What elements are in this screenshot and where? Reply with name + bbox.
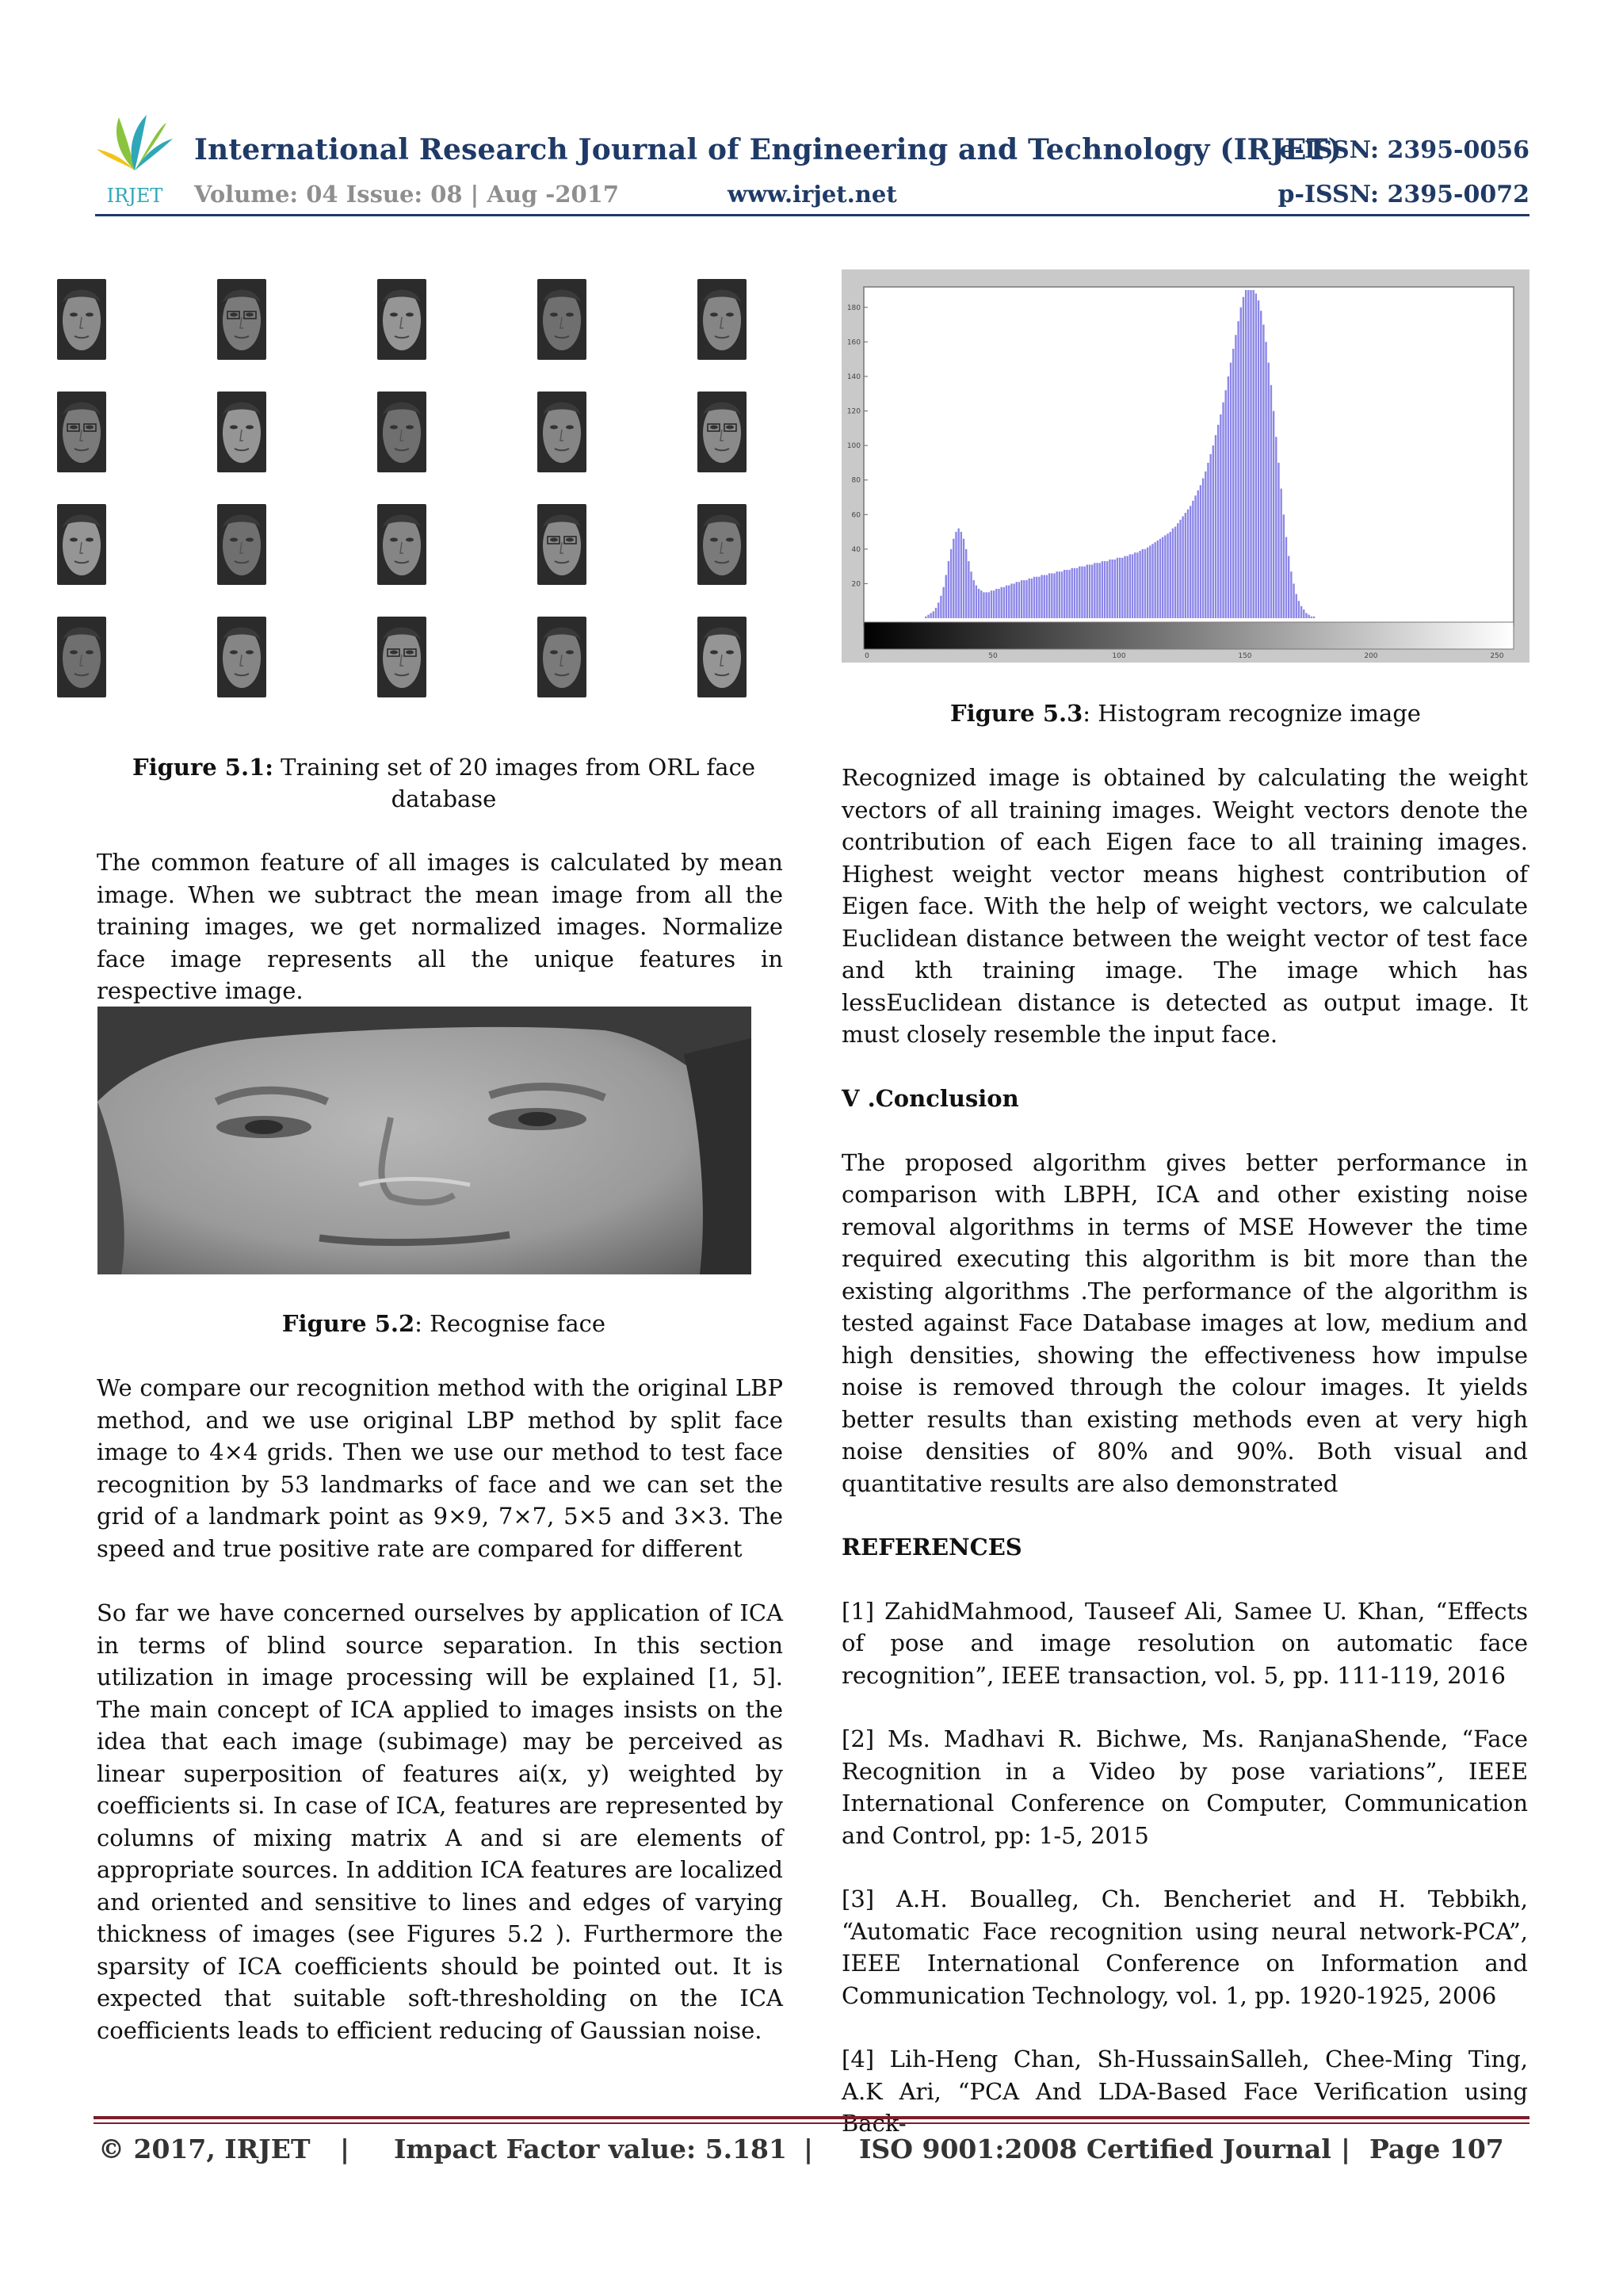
histogram-bar	[1303, 609, 1304, 618]
figure-5-3-text: : Histogram recognize image	[1083, 700, 1421, 727]
histogram-bar	[1290, 571, 1292, 618]
p-issn: p-ISSN: 2395-0072	[1277, 181, 1529, 208]
histogram-bar	[1296, 594, 1297, 618]
histogram-bar	[1308, 615, 1309, 618]
training-face-thumbnail	[537, 504, 586, 585]
footer-page-number: Page 107	[1369, 2134, 1504, 2164]
histogram-bar	[1225, 390, 1227, 618]
training-face-thumbnail	[377, 279, 426, 360]
histogram-bar	[1139, 551, 1140, 618]
histogram-bar	[1228, 376, 1229, 618]
histogram-bar	[942, 587, 944, 618]
reference-3: [3] A.H. Boualleg, Ch. Bencheriet and H. Tebbikh, “Automatic Face recognition using neural network-PCA”, IEEE International Conference on Information and Communication Technology, vol. 1, pp. 1920-1925, 2006	[842, 1885, 1528, 2009]
irjet-logo	[95, 111, 174, 210]
histogram-bar	[1187, 510, 1189, 618]
histogram-bar	[1245, 290, 1247, 618]
histogram-bar	[1298, 601, 1300, 618]
histogram-bar	[1106, 561, 1108, 618]
references-heading: REFERENCES	[842, 1534, 1022, 1561]
histogram-bar	[1074, 568, 1075, 618]
histogram-bar	[1109, 560, 1110, 618]
histogram-bar	[1111, 560, 1113, 618]
histogram-bar	[1081, 567, 1083, 618]
histogram-bar	[1029, 579, 1030, 618]
histogram-bar	[1164, 535, 1166, 618]
x-axis-ticks	[865, 652, 1504, 660]
histogram-bar	[1096, 563, 1098, 618]
figure-5-1-label: Figure 5.1:	[132, 754, 273, 781]
y-tick-label: 20	[851, 580, 861, 589]
histogram-bar	[1247, 290, 1249, 618]
histogram-bar	[1079, 567, 1080, 618]
histogram-bar	[1134, 552, 1136, 618]
histogram-bar	[1127, 556, 1128, 618]
header-rule	[95, 214, 1529, 216]
body-text: So far we have concerned ourselves by application of ICA in terms of blind source separation. In this section utilization in image processing will be explained [1, 5]. The main concept of ICA applied to images insists on the idea that each image (subimage) may be perceived as linear superposition of features ai(x, y) weighted by coefficients si. In case of ICA, features are represented by columns of mixing matrix A and si are elements of appropriate sources. In addition ICA features are localized and oriented and sensitive to lines and edges of varying thickness of images (see Figures 5.2 ). Furthermore the sparsity of ICA coefficients should be pointed out. It is expected that suitable soft-thresholding on the ICA coefficients leads to efficient reducing of Gaussian noise.	[97, 1599, 783, 2044]
y-tick-label: 120	[846, 407, 861, 416]
histogram-bar	[1089, 564, 1090, 618]
histogram-bar	[1240, 308, 1242, 618]
histogram-bar	[1016, 582, 1018, 618]
face-closeup-graphic	[97, 1007, 751, 1274]
histogram-bar	[1258, 300, 1259, 618]
histogram-bar	[1119, 558, 1121, 618]
histogram-bar	[1217, 425, 1219, 618]
histogram-bar	[1071, 568, 1073, 618]
body-text: Recognized image is obtained by calculating the weight vectors of all training images. Weight vectors denote the contribution of each Eigen face to all training images. Highest weight vector means highest contribution of Eigen face. With the help of weight vectors, we calculate Euclidean distance between the weight vector of test face and kth training image. The image which has lessEuclidean distance is detected as output image. It must closely resemble the input face.	[842, 764, 1528, 1048]
histogram-bar	[955, 532, 957, 618]
footer-iso: ISO 9001:2008 Certified Journal	[859, 2134, 1331, 2164]
histogram-bar	[1250, 290, 1251, 618]
page-footer	[98, 2134, 1533, 2168]
histogram-bar	[1179, 520, 1181, 618]
histogram-bar	[963, 539, 964, 618]
footer-impact-factor: Impact Factor value: 5.181	[394, 2134, 787, 2164]
figure-5-3-caption	[842, 697, 1529, 729]
histogram-bar	[1167, 533, 1168, 618]
histogram-bar	[1182, 516, 1183, 618]
histogram-bar	[948, 561, 949, 618]
left-paragraph-2	[97, 1372, 783, 1564]
histogram-bar	[945, 575, 947, 618]
training-face-thumbnail	[217, 392, 266, 472]
x-tick-label: 250	[1490, 652, 1504, 660]
histogram-bar	[1018, 582, 1020, 618]
figure-5-3-label: Figure 5.3	[950, 700, 1083, 727]
training-face-thumbnail	[377, 392, 426, 472]
histogram-bar	[983, 592, 984, 618]
histogram-bar	[1046, 575, 1048, 618]
histogram-bar	[1010, 583, 1012, 618]
histogram-bar	[1252, 290, 1254, 618]
histogram-bar	[1262, 325, 1264, 618]
x-tick-label: 100	[1112, 652, 1126, 660]
logo-text: IRJET	[106, 185, 163, 207]
training-face-thumbnail	[377, 617, 426, 697]
body-text: The common feature of all images is calculated by mean image. When we subtract the mean image from all the training images, we get normalized images. Normalize face image represents all the unique features in respective image.	[97, 849, 783, 1004]
y-tick-label: 40	[851, 545, 861, 554]
histogram-bar	[1237, 321, 1239, 618]
histogram-bar	[940, 596, 941, 618]
histogram-bar	[1275, 437, 1277, 618]
footer-separator: |	[1341, 2134, 1351, 2164]
histogram-bar	[1185, 513, 1186, 618]
histogram-bar	[1172, 529, 1174, 618]
histogram-bar	[1036, 577, 1037, 618]
footer-copyright: © 2017, IRJET	[98, 2134, 311, 2164]
histogram-bar	[976, 586, 977, 618]
histogram-bar	[1102, 561, 1103, 618]
histogram-bar	[978, 589, 980, 618]
left-paragraph-3	[97, 1597, 783, 2046]
histogram-bar	[1099, 563, 1101, 618]
histogram-bar	[930, 613, 931, 618]
histogram-bar	[1300, 606, 1302, 618]
y-tick-label: 60	[851, 511, 861, 520]
histogram-bar	[935, 608, 937, 618]
histogram-bar	[1215, 435, 1216, 618]
histogram-bar	[1273, 411, 1274, 618]
references-section	[842, 1531, 1528, 2140]
histogram-bar	[1209, 454, 1211, 618]
histogram-bar	[1083, 567, 1085, 618]
recognised-face-image	[97, 1007, 751, 1274]
reference-2: [2] Ms. Madhavi R. Bichwe, Ms. RanjanaShende, “Face Recognition in a Video by pose variations”, IEEE International Conference on Computer, Communication and Control, pp: 1-5, 2015	[842, 1725, 1528, 1849]
histogram-bar	[1207, 463, 1209, 618]
training-face-thumbnail	[697, 392, 747, 472]
histogram-bar	[1197, 491, 1199, 618]
histogram-bar	[1288, 556, 1289, 618]
histogram-bar	[1149, 545, 1151, 618]
page-header	[95, 111, 1529, 210]
conclusion-heading: V .Conclusion	[842, 1085, 1019, 1112]
histogram-bar	[1222, 403, 1224, 618]
reference-4: [4] Lih-Heng Chan, Sh-HussainSalleh, Chee-Ming Ting, A.K Ari, “PCA And LDA-Based Face Verification using Back-	[842, 2046, 1528, 2137]
histogram-bar	[991, 590, 992, 618]
histogram-bar	[985, 592, 987, 618]
histogram-bar	[1230, 363, 1232, 618]
histogram-bar	[925, 617, 926, 618]
histogram-bar	[1200, 485, 1201, 618]
histogram-bar	[1048, 573, 1050, 618]
figure-5-2-label: Figure 5.2	[281, 1310, 415, 1337]
figure-5-1-text: Training set of 20 images from ORL face database	[273, 754, 755, 812]
footer-rule	[94, 2116, 1529, 2119]
histogram-bar	[1142, 549, 1144, 618]
figure-5-2-caption	[111, 1308, 777, 1339]
histogram-bar	[1104, 561, 1106, 618]
histogram-bar	[1059, 571, 1060, 618]
reference-1: [1] ZahidMahmood, Tauseef Ali, Samee U. Khan, “Effects of pose and image resolution on automatic face recognition”, IEEE transaction, vol. 5, pp. 111-119, 2016	[842, 1597, 1528, 1689]
training-face-thumbnail	[697, 504, 747, 585]
histogram-bar	[1313, 617, 1315, 618]
training-face-thumbnail	[697, 279, 747, 360]
histogram-bar	[1129, 554, 1131, 618]
histogram-bar	[1268, 363, 1270, 618]
histogram-bar	[1162, 537, 1163, 618]
histogram-bar	[1031, 579, 1033, 618]
histogram-bar	[1192, 501, 1193, 618]
training-face-thumbnail	[217, 504, 266, 585]
histogram-bar	[1121, 558, 1123, 618]
histogram-bar	[1293, 583, 1294, 618]
body-text: We compare our recognition method with the original LBP method, and we use original LBP method by split face image to 4×4 grids. Then we use our method to test face recognition by 53 landmarks of face and we can set the grid of a landmark point as 9×9, 7×7, 5×5 and 3×3. The speed and true positive rate are compared for different	[97, 1374, 783, 1562]
histogram-bar	[1001, 587, 1002, 618]
histogram-bar	[1235, 335, 1236, 618]
histogram-bar	[1147, 548, 1148, 618]
histogram-bar	[1170, 532, 1171, 618]
histogram-bar	[1091, 564, 1093, 618]
figure-5-1-caption	[111, 751, 777, 815]
training-face-thumbnail	[57, 279, 106, 360]
e-issn: e-ISSN: 2395-0056	[1279, 136, 1529, 164]
footer-separator: |	[804, 2134, 814, 2164]
x-tick-label: 50	[988, 652, 998, 660]
histogram-bar	[1202, 479, 1204, 618]
x-tick-label: 200	[1364, 652, 1378, 660]
y-tick-label: 160	[846, 338, 861, 347]
histogram-bar	[1283, 514, 1285, 618]
training-face-thumbnail	[537, 279, 586, 360]
left-paragraph-1	[97, 846, 783, 1007]
histogram-bar	[927, 615, 929, 618]
histogram-bar	[1068, 570, 1070, 618]
training-faces-figure	[57, 279, 754, 707]
histogram-bar	[995, 589, 997, 618]
training-face-thumbnail	[57, 617, 106, 697]
histogram-bar	[960, 532, 962, 618]
histogram-bar	[1023, 580, 1025, 618]
training-face-thumbnail	[377, 504, 426, 585]
histogram-bar	[1205, 472, 1206, 618]
figure-5-2-text: : Recognise face	[414, 1310, 606, 1337]
training-face-thumbnail	[697, 617, 747, 697]
histogram-bar	[1114, 560, 1116, 618]
histogram-bar	[1021, 580, 1022, 618]
histogram-bar	[957, 529, 959, 618]
histogram-bar	[1086, 564, 1088, 618]
grayscale-colorbar	[864, 622, 1514, 649]
histogram-bar	[1013, 583, 1014, 618]
histogram-bar	[993, 590, 995, 618]
histogram-bar	[938, 602, 939, 618]
conclusion-text: The proposed algorithm gives better performance in comparison with LBPH, ICA and other existing noise removal algorithms in terms of MSE However the time required executing this algorithm is bit more than the existing algorithms .The performance of the algorithm is tested against Face Database images at low, medium and high densities, showing the effectiveness how impulse noise is removed through the colour images. It yields better results than existing methods even at very high noise densities of 80% and 90%. Both visual and quantitative results are also demonstrated	[842, 1148, 1528, 1497]
histogram-bar	[1051, 573, 1052, 618]
histogram-bar	[1265, 342, 1266, 618]
histogram-chart	[842, 269, 1529, 663]
y-tick-label: 80	[851, 476, 861, 485]
histogram-bar	[1117, 558, 1118, 618]
histogram-bar	[1144, 549, 1146, 618]
x-tick-label: 0	[865, 652, 869, 660]
histogram-bar	[1174, 527, 1176, 618]
histogram-bar	[1006, 586, 1007, 618]
histogram-bar	[1008, 586, 1010, 618]
histogram-bar	[1311, 617, 1312, 618]
histogram-bar	[1305, 613, 1307, 618]
histogram-bar	[1025, 580, 1027, 618]
histogram-bar	[1154, 542, 1155, 618]
histogram-bar	[950, 549, 952, 618]
histogram-bar	[1190, 506, 1191, 618]
histogram-bar	[953, 539, 954, 618]
x-tick-label: 150	[1238, 652, 1252, 660]
histogram-bar	[1061, 571, 1063, 618]
histogram-bar	[980, 590, 982, 618]
y-tick-label: 100	[846, 442, 861, 451]
histogram-bar	[1033, 577, 1035, 618]
histogram-bar	[1255, 293, 1257, 618]
histogram-bar	[1270, 385, 1272, 618]
histogram-bar	[1159, 539, 1161, 618]
right-paragraph-1	[842, 762, 1528, 1051]
histogram-bar	[1243, 297, 1244, 618]
histogram-bar	[970, 571, 972, 618]
journal-title: International Research Journal of Engineering and Technology (IRJET)	[194, 133, 1342, 166]
histogram-bar	[1132, 554, 1133, 618]
histogram-bar	[1157, 541, 1159, 618]
histogram-bar	[1280, 489, 1281, 618]
histogram-bar	[1194, 495, 1196, 618]
histogram-bar	[1003, 587, 1005, 618]
histogram-bar	[1076, 568, 1078, 618]
footer-separator: |	[340, 2134, 350, 2164]
histogram-bar	[1151, 544, 1153, 618]
training-face-thumbnail	[537, 392, 586, 472]
training-face-thumbnail	[57, 392, 106, 472]
histogram-bar	[1212, 445, 1214, 618]
histogram-bar	[1038, 577, 1040, 618]
y-tick-label: 180	[846, 304, 861, 312]
journal-website: www.irjet.net	[727, 181, 897, 208]
histogram-figure	[842, 269, 1529, 663]
conclusion-section	[842, 1083, 1528, 1499]
histogram-bar	[1220, 415, 1221, 618]
histogram-bar	[1277, 463, 1279, 618]
y-tick-label: 140	[846, 372, 861, 381]
histogram-bar	[1041, 575, 1042, 618]
histogram-bar	[1260, 311, 1262, 618]
training-face-thumbnail	[537, 617, 586, 697]
histogram-bar	[1094, 563, 1095, 618]
training-face-thumbnail	[217, 279, 266, 360]
histogram-bar	[1124, 556, 1125, 618]
histogram-bar	[973, 580, 975, 618]
histogram-bar	[933, 611, 934, 618]
histogram-bar	[1066, 570, 1067, 618]
histogram-bar	[988, 592, 990, 618]
histogram-bar	[1056, 571, 1057, 618]
histogram-bar	[1232, 349, 1234, 618]
histogram-bar	[1177, 523, 1178, 618]
footer-rule-thin	[94, 2122, 1529, 2124]
histogram-bar	[1044, 575, 1045, 618]
histogram-bar	[1136, 552, 1138, 618]
histogram-bar	[1064, 570, 1065, 618]
training-face-thumbnail	[57, 504, 106, 585]
histogram-bar	[965, 549, 967, 618]
histogram-bar	[968, 561, 969, 618]
histogram-bar	[1053, 573, 1055, 618]
volume-issue: Volume: 04 Issue: 08 | Aug -2017	[194, 181, 620, 208]
training-face-thumbnail	[217, 617, 266, 697]
histogram-bar	[998, 589, 999, 618]
histogram-bar	[1285, 537, 1287, 618]
